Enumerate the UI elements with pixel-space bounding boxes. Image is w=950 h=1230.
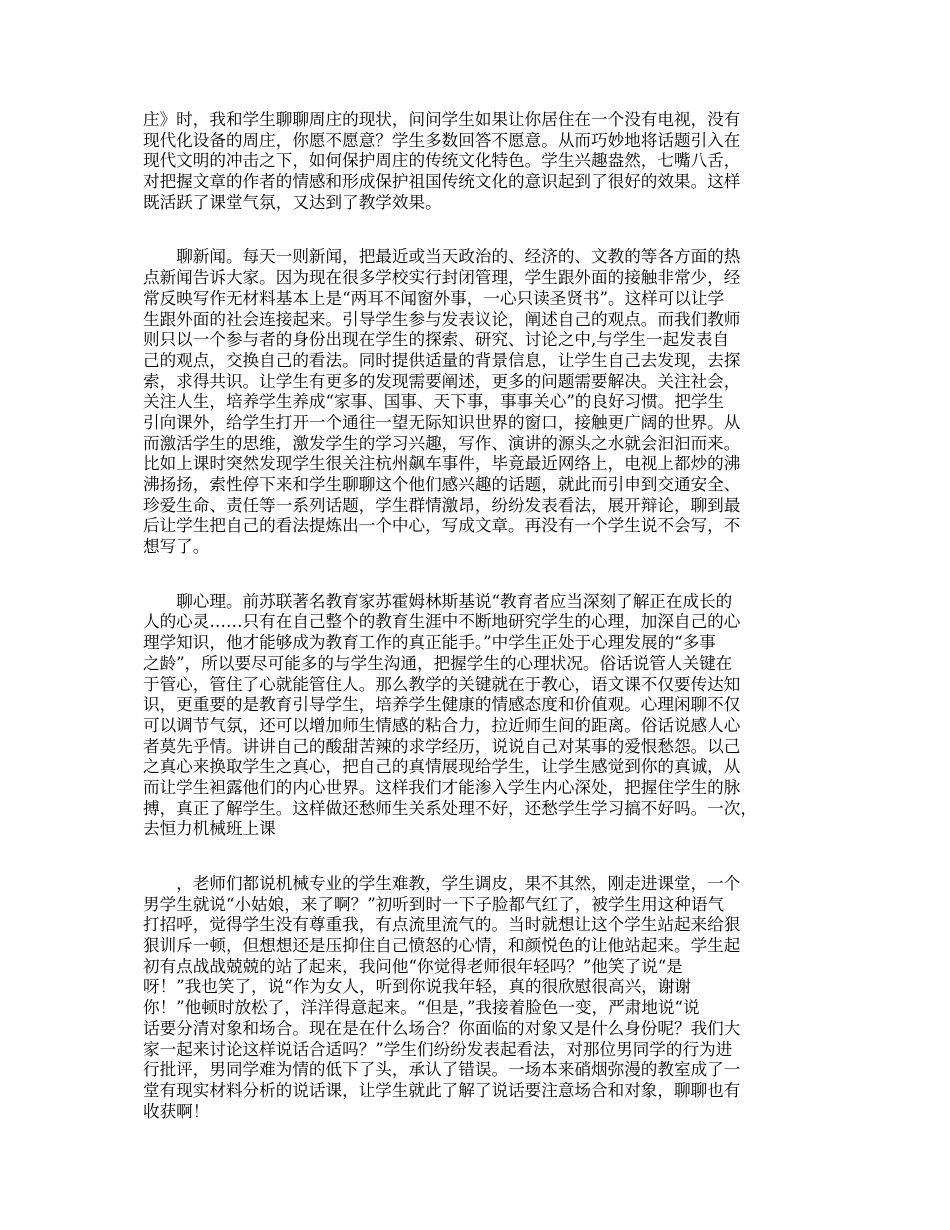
text-line: 搏，真正了解学生。这样做还愁师生关系处理不好，还愁学生学习搞不好吗。一次，: [143, 798, 757, 818]
text-line: 收获啊！: [143, 1101, 210, 1121]
text-line: 索，求得共识。让学生有更多的发现需要阐述，更多的问题需要解决。关注社会，: [143, 371, 741, 391]
text-line: 你！”他顿时放松了，洋洋得意起来。“但是，”我接着脸色一变，严肃地说“说: [143, 998, 700, 1018]
text-line: 男学生就说“小姑娘，来了啊？”初听到时一下子脸都气红了，被学生用这种语气: [143, 894, 725, 914]
text-line: 者莫先乎情。讲讲自己的酸甜苦辣的求学经历，说说自己对某事的爱恨愁怨。以己: [143, 736, 741, 756]
text-line: 想写了。: [143, 537, 210, 557]
text-line: 而激活学生的思维，激发学生的学习兴趣，写作、演讲的源头之水就会汩汩而来。: [143, 433, 741, 453]
text-line: 于管心，管住了心就能管住人。那么教学的关键就在于教心，语文课不仅要传达知: [143, 674, 741, 694]
text-line: 比如上课时突然发现学生很关注杭州飙车事件，毕竟最近网络上，电视上都炒的沸: [143, 454, 741, 474]
text-line: 识，更重要的是教育引导学生，培养学生健康的情感态度和价值观。心理闲聊不仅: [143, 695, 741, 715]
text-line: 呀！”我也笑了，说“作为女人，听到你说我年轻，真的很欣慰很高兴，谢谢: [143, 977, 691, 997]
text-line: 现代化设备的周庄，你愿不愿意？学生多数回答不愿意。从而巧妙地将话题引入在: [143, 130, 741, 150]
text-line: 点新闻告诉大家。因为现在很多学校实行封闭管理，学生跟外面的接触非常少，经: [143, 268, 741, 288]
text-line: 而让学生袒露他们的内心世界。这样我们才能渗入学生内心深处，把握住学生的脉: [143, 777, 741, 797]
text-line: 常反映写作无材料基本上是“两耳不闻窗外事，一心只读圣贤书”。这样可以让学: [143, 288, 725, 308]
text-line: 可以调节气氛，还可以增加师生情感的粘合力，拉近师生间的距离。俗话说感人心: [143, 715, 741, 735]
paragraph-zhouzhuang: [143, 110, 823, 213]
text-line: 既活跃了课堂气氛，又达到了教学效果。: [143, 192, 442, 212]
text-line: 理学知识，他才能够成为教育工作的真正能手。”中学生正处于心理发展的“多事: [143, 633, 716, 653]
text-line: 后让学生把自己的看法提炼出一个中心，写成文章。再没有一个学生说不会写，不: [143, 516, 741, 536]
text-line: 初有点战战兢兢的站了起来，我问他“你觉得老师很年轻吗？”他笑了说“是: [143, 956, 683, 976]
text-line: 己的观点，交换自己的看法。同时提供适量的背景信息，让学生自己去发现，去探: [143, 350, 741, 370]
text-line: 狠训斥一顿，但想想还是压抑住自己愤怒的心情，和颜悦色的让他站起来。学生起: [143, 936, 741, 956]
paragraph-psychology: [143, 592, 823, 840]
text-line: 关注人生，培养学生养成“家事、国事、天下事，事事关心”的良好习惯。把学生: [143, 392, 725, 412]
text-line: 之真心来换取学生之真心，把自己的真情展现给学生，让学生感觉到你的真诚，从: [143, 757, 741, 777]
text-line: 堂有现实材料分析的说话课，让学生就此了解了说话要注意场合和对象，聊聊也有: [143, 1080, 741, 1100]
text-line: 行批评，男同学难为情的低下了头，承认了错误。一场本来硝烟弥漫的教室成了一: [143, 1060, 741, 1080]
text-line: 庄》时，我和学生聊聊周庄的现状，问问学生如果让你居住在一个没有电视，没有: [143, 110, 741, 129]
text-line: 聊新闻。每天一则新闻，把最近或当天政治的、经济的、文教的等各方面的热: [176, 247, 741, 267]
text-line: ，老师们都说机械专业的学生难教，学生调皮，果不其然，刚走进课堂，一个: [176, 874, 741, 893]
text-line: 话要分清对象和场合。现在是在什么场合？你面临的对象又是什么身份呢？我们大: [143, 1018, 741, 1038]
text-line: 则只以一个参与者的身份出现在学生的探索、研究、讨论之中,与学生一起发表自: [143, 330, 730, 350]
text-line: 聊心理。前苏联著名教育家苏霍姆林斯基说“教育者应当深刻了解正在成长的: [176, 591, 733, 611]
text-line: 沸扬扬，索性停下来和学生聊聊这个他们感兴趣的话题，就此而引申到交通安全、: [143, 475, 741, 494]
text-line: 生跟外面的社会连接起来。引导学生参与发表议论，阐述自己的观点。而我们教师: [143, 309, 741, 329]
text-line: 对把握文章的作者的情感和形成保护祖国传统文化的意识起到了很好的效果。这样: [143, 172, 741, 192]
text-line: 现代文明的冲击之下，如何保护周庄的传统文化特色。学生兴趣盎然，七嘴八舌，: [143, 151, 741, 171]
text-line: 去恒力机械班上课: [143, 819, 276, 839]
paragraph-mechanical-class: [143, 874, 823, 1122]
document-page: [143, 110, 823, 1156]
paragraph-news: [143, 247, 823, 557]
text-line: 之龄”，所以要尽可能多的与学生沟通，把握学生的心理状况。俗话说管人关键在: [143, 653, 733, 673]
text-line: 打招呼，觉得学生没有尊重我，有点流里流气的。当时就想让这个学生站起来给狠: [143, 915, 741, 935]
text-line: 人的心灵……只有在自己整个的教育生涯中不断地研究学生的心理，加深自己的心: [143, 612, 741, 632]
text-line: 家一起来讨论这样说话合适吗？”学生们纷纷发表起看法，对那位男同学的行为进: [143, 1039, 733, 1059]
text-line: 引向课外，给学生打开一个通往一望无际知识世界的窗口，接触更广阔的世界。从: [143, 412, 741, 432]
text-line: 珍爱生命、责任等一系列话题，学生群情激昂，纷纷发表看法，展开辩论，聊到最: [143, 495, 741, 515]
